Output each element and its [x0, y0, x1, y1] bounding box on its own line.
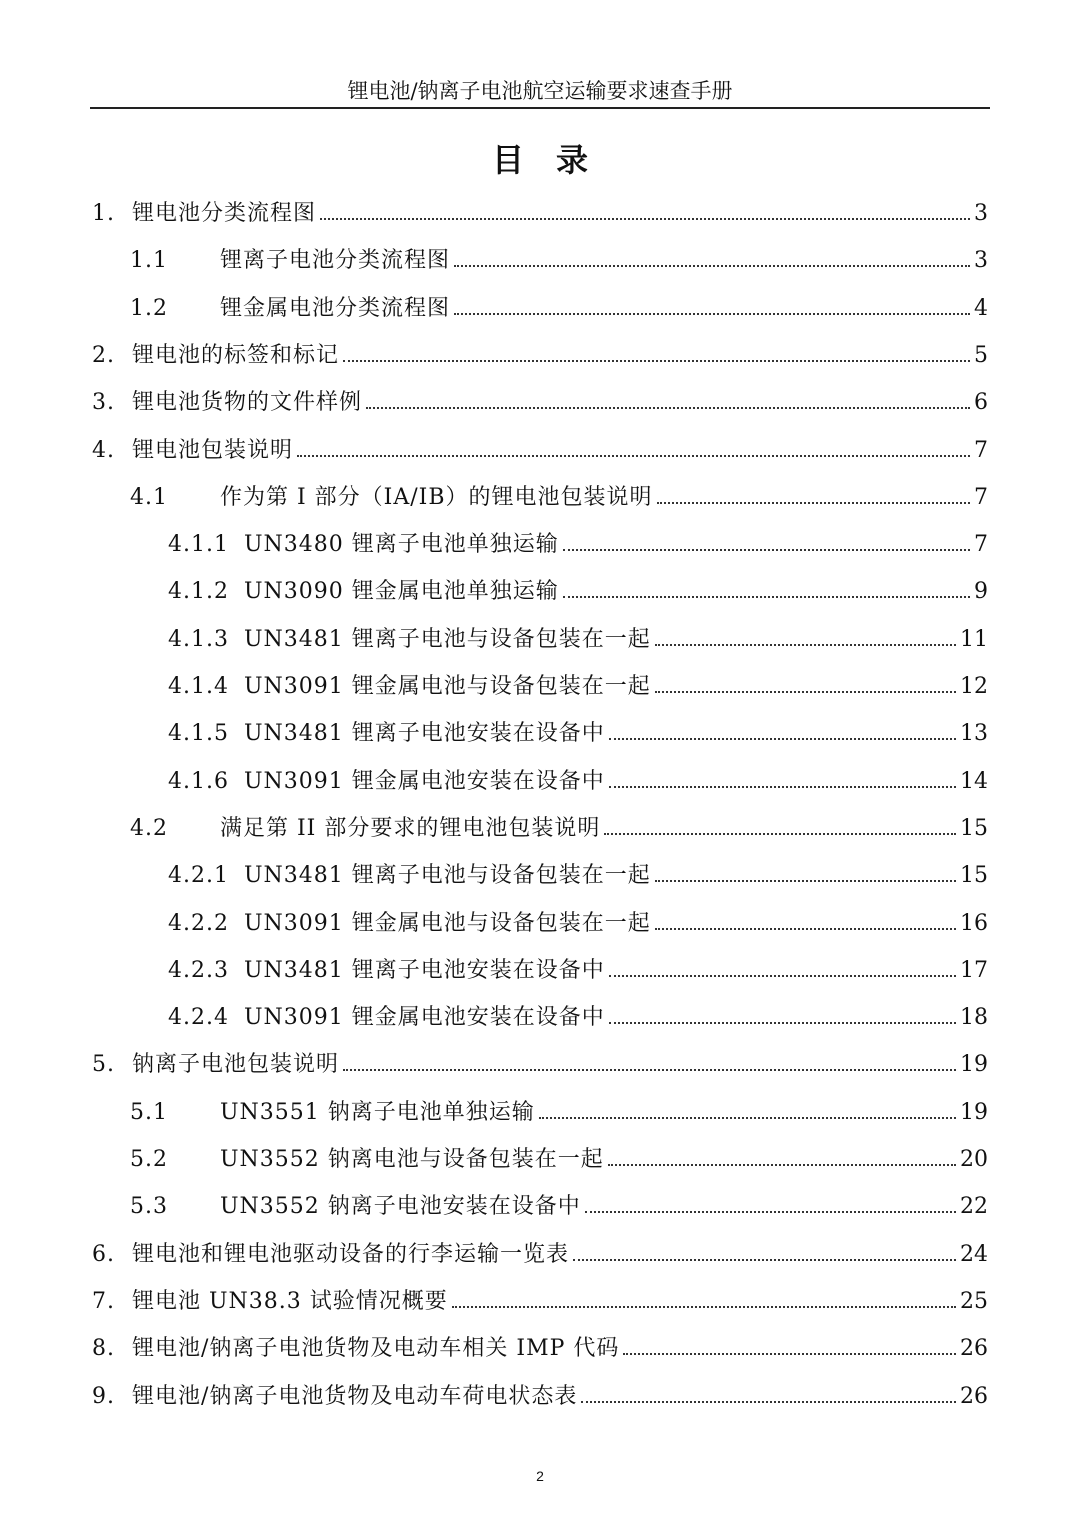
toc-entry-title: 锂电池分类流程图 [132, 201, 317, 226]
toc-entry-page: 14 [960, 768, 988, 794]
toc-entry-page: 6 [974, 390, 988, 416]
toc-entry[interactable] [0, 1233, 1080, 1277]
toc-entry-title: UN3552 钠离电池与设备包装在一起 [220, 1147, 604, 1172]
toc-entry[interactable] [0, 996, 1080, 1040]
dot-leader [609, 1022, 956, 1024]
toc-entry[interactable] [0, 902, 1080, 946]
toc-entry-number: 5.3 [130, 1194, 168, 1220]
dot-leader [609, 786, 956, 788]
toc-entry-title: UN3552 钠离子电池安装在设备中 [220, 1194, 581, 1220]
toc-entry-number: 8. [92, 1336, 115, 1362]
toc-entry-page: 15 [960, 863, 988, 889]
dot-leader [608, 1164, 956, 1166]
dot-leader [655, 880, 956, 882]
toc-entry[interactable] [0, 1280, 1080, 1324]
dot-leader [609, 975, 956, 977]
toc-entry-page: 19 [960, 1099, 988, 1125]
header-rule [90, 107, 990, 109]
toc-entry-title: 锂电池的标签和标记 [132, 342, 340, 368]
toc-entry-number: 4.1.1 [168, 532, 229, 558]
toc-entry-number: 4.2.1 [168, 863, 229, 889]
dot-leader [609, 738, 956, 740]
toc-entry[interactable] [0, 381, 1080, 425]
toc-entry-title: 锂金属电池分类流程图 [220, 295, 451, 321]
toc-entry-page: 26 [960, 1336, 988, 1362]
toc-entry-page: 19 [960, 1052, 988, 1078]
toc-entry-number: 5.2 [130, 1147, 168, 1172]
toc-entry-number: 4.2.3 [168, 957, 229, 983]
toc-entry[interactable] [0, 1185, 1080, 1229]
toc-entry[interactable] [0, 1091, 1080, 1135]
dot-leader [604, 833, 956, 835]
dot-leader [585, 1211, 956, 1213]
dot-leader [454, 265, 970, 267]
toc-entry-number: 4.1.5 [168, 721, 229, 747]
toc-entry-title: 锂电池/钠离子电池货物及电动车荷电状态表 [132, 1383, 578, 1409]
dot-leader [539, 1117, 956, 1119]
toc-entry-page: 22 [960, 1194, 988, 1220]
dot-leader [343, 1069, 956, 1071]
toc-entry-page: 18 [960, 1005, 988, 1031]
toc-entry-page: 20 [960, 1147, 988, 1172]
dot-leader [343, 360, 970, 362]
toc-entry-title: 满足第 II 部分要求的锂电池包装说明 [220, 815, 601, 841]
toc-entry[interactable] [0, 570, 1080, 614]
toc-entry[interactable] [0, 476, 1080, 520]
toc-entry-page: 3 [974, 248, 988, 274]
toc-entry-number: 1.1 [130, 248, 168, 274]
toc-entry-page: 24 [960, 1241, 988, 1267]
toc-entry-title: 作为第 I 部分（IA/IB）的锂电池包装说明 [220, 484, 653, 510]
toc-entry-page: 15 [960, 815, 988, 841]
toc-entry-title: UN3481 锂离子电池安装在设备中 [244, 957, 605, 983]
toc-entry-page: 13 [960, 721, 988, 747]
toc-entry-title: UN3481 锂离子电池与设备包装在一起 [244, 626, 651, 652]
toc-entry[interactable] [0, 618, 1080, 662]
dot-leader [563, 549, 970, 551]
dot-leader [573, 1259, 956, 1261]
toc-entry-title: 锂电池/钠离子电池货物及电动车相关 IMP 代码 [132, 1336, 620, 1362]
toc-entry-page: 7 [974, 532, 988, 558]
toc-entry-title: 锂离子电池分类流程图 [220, 248, 451, 274]
toc-entry-page: 12 [960, 674, 988, 699]
toc-entry-title: 锂电池包装说明 [132, 437, 294, 463]
toc-entry-title: UN3091 锂金属电池与设备包装在一起 [244, 910, 651, 936]
toc-entry-page: 16 [960, 910, 988, 936]
dot-leader [297, 455, 970, 457]
toc-entry-number: 7. [92, 1288, 115, 1314]
toc-entry[interactable] [0, 429, 1080, 473]
dot-leader [320, 218, 970, 220]
toc-entry-number: 2. [92, 342, 115, 368]
toc-entry-number: 4.1.6 [168, 768, 229, 794]
dot-leader [657, 502, 970, 504]
toc-entry-number: 4.1.3 [168, 626, 229, 652]
toc-entry-number: 5. [92, 1052, 115, 1078]
toc-entry[interactable] [0, 760, 1080, 804]
dot-leader [366, 407, 970, 409]
dot-leader [655, 644, 956, 646]
toc-entry-number: 4. [92, 437, 115, 463]
toc-entry-title: 锂电池和锂电池驱动设备的行李运输一览表 [132, 1241, 570, 1267]
toc-entry-number: 4.1.2 [168, 579, 229, 605]
dot-leader [452, 1306, 956, 1308]
toc-entry[interactable] [0, 334, 1080, 378]
toc-entry-title: UN3551 钠离子电池单独运输 [220, 1099, 535, 1125]
toc-entry-number: 4.2.4 [168, 1005, 229, 1031]
dot-leader [581, 1401, 956, 1403]
toc-entry[interactable] [0, 1043, 1080, 1087]
dot-leader [454, 313, 970, 315]
toc-entry[interactable] [0, 854, 1080, 898]
toc-entry[interactable] [0, 712, 1080, 756]
toc-entry-title: UN3480 锂离子电池单独运输 [244, 532, 559, 558]
toc-entry-title: UN3091 锂金属电池安装在设备中 [244, 768, 605, 794]
toc-entry-number: 3. [92, 390, 115, 416]
dot-leader [655, 691, 956, 693]
toc-entry-number: 4.2 [130, 815, 168, 841]
toc-entry-number: 1. [92, 201, 115, 226]
toc-entry[interactable] [0, 523, 1080, 567]
toc-entry-title: 钠离子电池包装说明 [132, 1052, 340, 1078]
toc-entry[interactable] [0, 807, 1080, 851]
toc-entry[interactable] [0, 949, 1080, 993]
toc-entry-page: 17 [960, 957, 988, 983]
toc-entry-number: 1.2 [130, 295, 168, 321]
toc-entry-title: UN3091 锂金属电池与设备包装在一起 [244, 674, 651, 699]
toc-title: 目 录 [491, 141, 588, 179]
toc-entry-page: 11 [960, 626, 988, 652]
toc-entry-page: 26 [960, 1383, 988, 1409]
page-number: 2 [536, 1468, 544, 1484]
toc-entry[interactable] [0, 665, 1080, 709]
toc-entry-title: 锂电池 UN38.3 试验情况概要 [132, 1288, 448, 1314]
toc-entry-page: 5 [974, 342, 988, 368]
toc-entry-page: 7 [974, 437, 988, 463]
toc-entry-title: 锂电池货物的文件样例 [132, 390, 363, 416]
toc-entry-title: UN3090 锂金属电池单独运输 [244, 579, 559, 605]
dot-leader [655, 928, 956, 930]
toc-entry-page: 7 [974, 484, 988, 510]
toc-entry-page: 9 [974, 579, 988, 605]
running-header: 锂电池/钠离子电池航空运输要求速查手册 [347, 79, 733, 103]
toc-entry-page: 25 [960, 1288, 988, 1314]
toc-entry-number: 4.1 [130, 484, 168, 510]
toc-entry[interactable] [0, 192, 1080, 236]
toc-entry-number: 9. [92, 1383, 115, 1409]
toc-entry-title: UN3091 锂金属电池安装在设备中 [244, 1005, 605, 1031]
toc-entry-number: 4.2.2 [168, 910, 229, 936]
toc-entry-number: 6. [92, 1241, 115, 1267]
toc-entry-title: UN3481 锂离子电池与设备包装在一起 [244, 863, 651, 889]
toc-entry[interactable] [0, 1327, 1080, 1371]
toc-entry-number: 5.1 [130, 1099, 168, 1125]
toc-entry-page: 4 [974, 295, 988, 321]
toc-entry-title: UN3481 锂离子电池安装在设备中 [244, 721, 605, 747]
toc-entry-page: 3 [974, 201, 988, 226]
dot-leader [563, 596, 970, 598]
toc-entry[interactable] [0, 1375, 1080, 1419]
dot-leader [623, 1353, 956, 1355]
toc-entry[interactable] [0, 1138, 1080, 1182]
toc-entry[interactable] [0, 239, 1080, 283]
toc-entry-number: 4.1.4 [168, 674, 229, 699]
toc-entry[interactable] [0, 287, 1080, 331]
